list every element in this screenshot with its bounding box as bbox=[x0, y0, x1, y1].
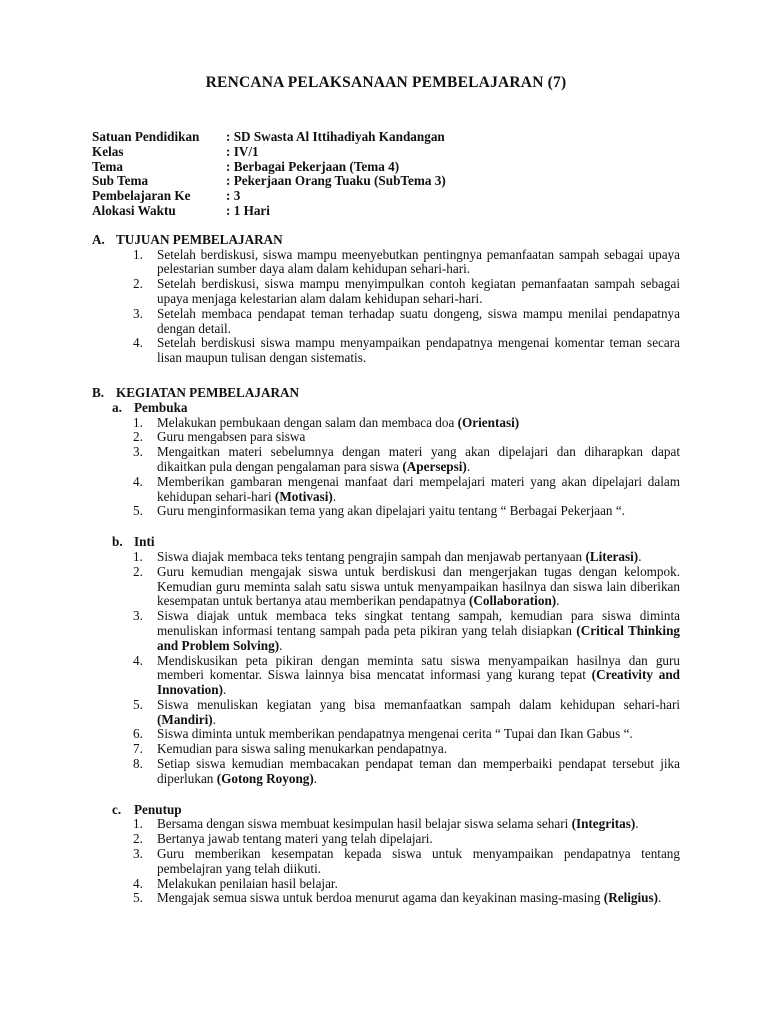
list-item bbox=[133, 277, 680, 307]
subsection-letter: a. bbox=[112, 399, 122, 415]
info-row bbox=[92, 145, 680, 160]
item-text: Mengaitkan materi sebelumnya dengan materi yang akan dipelajari dan diharapkan dapat dikaitkan pula dengan pengalaman para siswa (Apersepsi). bbox=[157, 444, 680, 474]
subsection-letter: c. bbox=[112, 801, 122, 817]
list-item bbox=[133, 877, 680, 892]
subsection-heading-pembuka bbox=[92, 401, 680, 416]
item-number: 1. bbox=[133, 816, 143, 832]
list-item bbox=[133, 891, 680, 906]
list-item bbox=[133, 430, 680, 445]
list-item bbox=[133, 742, 680, 757]
subsection-title: Pembuka bbox=[134, 399, 188, 415]
info-table bbox=[92, 130, 680, 219]
info-value: : Pekerjaan Orang Tuaku (SubTema 3) bbox=[226, 173, 446, 189]
item-number: 1. bbox=[133, 414, 143, 430]
section-tujuan bbox=[92, 233, 680, 366]
list-item bbox=[133, 757, 680, 787]
item-number: 3. bbox=[133, 444, 143, 460]
inti-list bbox=[92, 550, 680, 787]
item-text: Bersama dengan siswa membuat kesimpulan hasil belajar siswa selama sehari (Integritas). bbox=[157, 816, 639, 832]
subsection-letter: b. bbox=[112, 534, 123, 550]
item-number: 5. bbox=[133, 696, 143, 712]
info-row bbox=[92, 189, 680, 204]
pembuka-list bbox=[92, 416, 680, 520]
subsection-title: Penutup bbox=[134, 801, 182, 817]
subsection-heading-inti bbox=[92, 535, 680, 550]
info-row bbox=[92, 204, 680, 219]
item-number: 4. bbox=[133, 875, 143, 891]
list-item bbox=[133, 307, 680, 337]
list-item bbox=[133, 475, 680, 505]
item-number: 3. bbox=[133, 305, 143, 321]
section-title: KEGIATAN PEMBELAJARAN bbox=[116, 384, 300, 400]
info-value: : Berbagai Pekerjaan (Tema 4) bbox=[226, 158, 400, 174]
info-value: : 1 Hari bbox=[226, 202, 270, 218]
info-label: Kelas bbox=[92, 143, 124, 159]
item-number: 1. bbox=[133, 548, 143, 564]
item-text: Siswa diminta untuk memberikan pendapatnya mengenai cerita “ Tupai dan Ikan Gabus “. bbox=[157, 726, 633, 742]
item-number: 5. bbox=[133, 890, 143, 906]
item-text: Siswa diajak untuk membaca teks singkat tentang sampah, kemudian para siswa diminta menuliskan informasi tentang sampah pada peta pikiran yang telah disiapkan (Critical Thinking and Problem Solving). bbox=[157, 608, 680, 653]
info-label: Pembelajaran Ke bbox=[92, 188, 191, 204]
list-item bbox=[133, 817, 680, 832]
info-label: Satuan Pendidikan bbox=[92, 129, 200, 144]
info-label: Alokasi Waktu bbox=[92, 202, 176, 218]
section-heading bbox=[92, 233, 680, 248]
list-item bbox=[133, 698, 680, 728]
item-text: Siswa menuliskan kegiatan yang bisa memanfaatkan sampah dalam kehidupan sehari-hari (Mandiri). bbox=[157, 696, 680, 727]
list-item bbox=[133, 654, 680, 698]
item-number: 3. bbox=[133, 846, 143, 862]
page-title: RENCANA PELAKSANAAN PEMBELAJARAN (7) bbox=[205, 74, 567, 91]
item-text: Setelah berdiskusi siswa mampu menyampaikan pendapatnya mengenai komentar teman secara lisan maupun tulisan dengan sistematis. bbox=[157, 335, 680, 366]
list-item bbox=[133, 550, 680, 565]
item-text: Setiap siswa kemudian membacakan pendapat teman dan memperbaiki pendapat tersebut jika diperlukan (Gotong Royong). bbox=[157, 756, 680, 786]
item-number: 5. bbox=[133, 503, 143, 519]
section-letter: B. bbox=[92, 384, 105, 400]
item-text: Guru memberikan kesempatan kepada siswa untuk menyampaikan pendapatnya tentang pembelajran yang telah diikuti. bbox=[157, 846, 680, 876]
info-label: Tema bbox=[92, 158, 124, 174]
item-number: 2. bbox=[133, 429, 143, 445]
list-item bbox=[133, 832, 680, 847]
list-item bbox=[133, 504, 680, 519]
penutup-list bbox=[92, 817, 680, 906]
item-text: Setelah berdiskusi, siswa mampu menyimpulkan contoh kegiatan pemanfaatan sampah sebagai upaya menjaga kelestarian alam dalam kehidupan sehari-hari. bbox=[157, 276, 680, 306]
info-row bbox=[92, 174, 680, 189]
item-number: 2. bbox=[133, 831, 143, 847]
item-text: Bertanya jawab tentang materi yang telah dipelajari. bbox=[157, 831, 433, 847]
item-text: Guru mengabsen para siswa bbox=[157, 429, 306, 445]
item-number: 7. bbox=[133, 741, 143, 757]
item-number: 4. bbox=[133, 335, 143, 351]
item-text: Guru menginformasikan tema yang akan dipelajari yaitu tentang “ Berbagai Pekerjaan “. bbox=[157, 503, 625, 519]
item-number: 6. bbox=[133, 726, 143, 742]
item-number: 1. bbox=[133, 246, 143, 262]
info-value: : SD Swasta Al Ittihadiyah Kandangan bbox=[226, 129, 445, 144]
item-number: 8. bbox=[133, 756, 143, 772]
list-item bbox=[133, 416, 680, 431]
info-row bbox=[92, 160, 680, 175]
info-value: : 3 bbox=[226, 188, 241, 204]
info-row bbox=[92, 130, 680, 145]
list-item bbox=[133, 847, 680, 877]
list-item bbox=[133, 336, 680, 366]
item-number: 2. bbox=[133, 276, 143, 292]
section-letter: A. bbox=[92, 231, 105, 247]
item-number: 2. bbox=[133, 563, 143, 579]
section-kegiatan bbox=[92, 386, 680, 906]
info-value: : IV/1 bbox=[226, 143, 259, 159]
section-title: TUJUAN PEMBELAJARAN bbox=[116, 231, 283, 247]
list-item bbox=[133, 248, 680, 278]
list-item bbox=[133, 609, 680, 653]
item-text: Setelah membaca pendapat teman terhadap suatu dongeng, siswa mampu menilai pendapatnya dengan detail. bbox=[157, 305, 680, 336]
item-text: Kemudian para siswa saling menukarkan pendapatnya. bbox=[157, 741, 448, 757]
item-number: 3. bbox=[133, 608, 143, 624]
list-item bbox=[133, 565, 680, 609]
item-text: Melakukan penilaian hasil belajar. bbox=[157, 875, 338, 891]
section-heading bbox=[92, 386, 680, 401]
subsection-heading-penutup bbox=[92, 803, 680, 818]
objectives-list bbox=[92, 248, 680, 366]
list-item bbox=[133, 445, 680, 475]
item-text: Mengajak semua siswa untuk berdoa menurut agama dan keyakinan masing-masing (Religius). bbox=[157, 890, 662, 906]
item-number: 4. bbox=[133, 652, 143, 668]
item-text: Siswa diajak membaca teks tentang pengrajin sampah dan menjawab pertanyaan (Literasi). bbox=[157, 548, 642, 564]
item-text: Memberikan gambaran mengenai manfaat dari mempelajari materi yang akan dipelajari dalam kehidupan sehari-hari (Motivasi). bbox=[157, 473, 680, 504]
subsection-title: Inti bbox=[134, 534, 155, 550]
list-item bbox=[133, 727, 680, 742]
info-label: Sub Tema bbox=[92, 173, 149, 189]
item-text: Mendiskusikan peta pikiran dengan meminta satu siswa menyampaikan hasilnya dan guru memberi komentar. Siswa lainnya bisa mencatat informasi yang kurang tepat (Creativity and Innovation). bbox=[157, 652, 680, 698]
item-text: Setelah berdiskusi, siswa mampu meenyebutkan pentingnya pemanfaatan sampah sebagai upaya pelestarian sumber daya alam dalam kehidupan sehari-hari. bbox=[157, 246, 680, 277]
item-number: 4. bbox=[133, 473, 143, 489]
item-text: Guru kemudian mengajak siswa untuk berdiskusi dan mengerjakan tugas dengan kelompok. Kemudian guru meminta salah satu siswa untuk menyampaikan hasilnya dan siswa lain diberikan kesempatan untuk bertanya atau memberikan pendapatnya (Collaboration). bbox=[157, 563, 680, 609]
item-text: Melakukan pembukaan dengan salam dan membaca doa (Orientasi) bbox=[157, 414, 520, 430]
